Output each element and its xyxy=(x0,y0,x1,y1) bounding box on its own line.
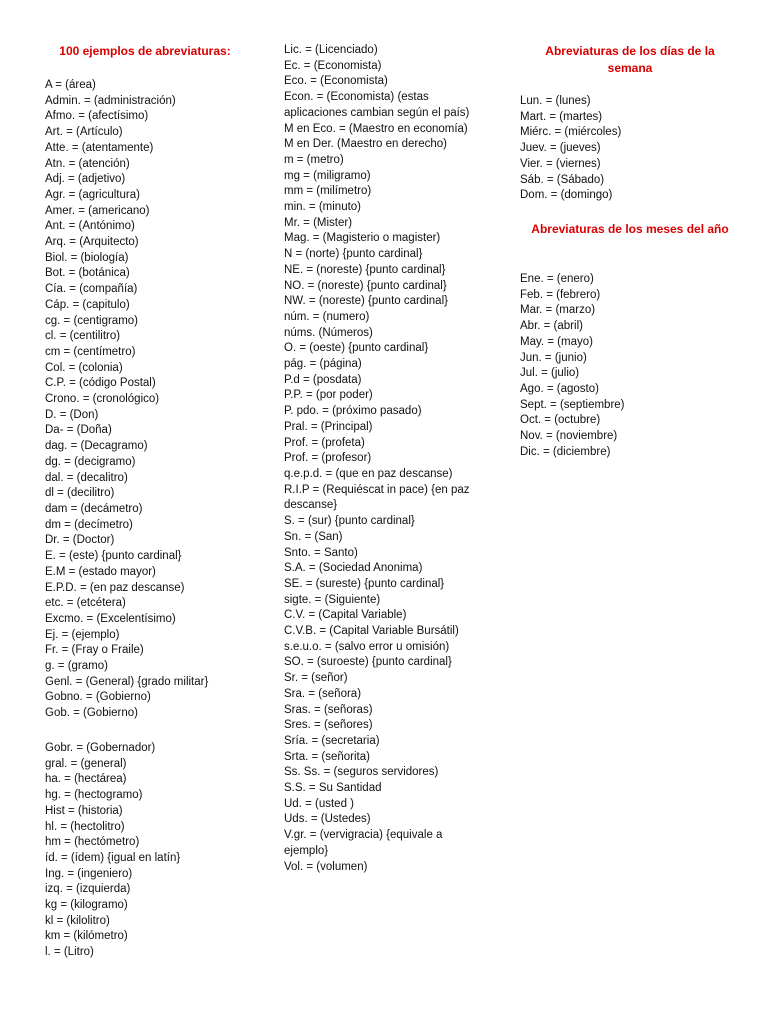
abbreviation-item: M en Eco. = (Maestro en economía) xyxy=(284,122,468,135)
months-abbreviation-list xyxy=(520,272,740,460)
abbreviation-item: P.d = (posdata) xyxy=(284,373,362,386)
abbreviation-item: q.e.p.d. = (que en paz descanse) xyxy=(284,467,453,480)
abbreviation-item: Srta. = (señorita) xyxy=(284,750,370,763)
abbreviation-item: O. = (oeste) {punto cardinal} xyxy=(284,342,429,355)
abbreviation-item: sigte. = (Siguiente) xyxy=(284,593,381,606)
abbreviation-item: Feb. = (febrero) xyxy=(520,288,601,301)
abbreviation-item: SO. = (suroeste) {punto cardinal} xyxy=(284,656,452,669)
abbreviation-item: Lic. = (Licenciado) xyxy=(284,44,378,56)
abbreviation-item: P.P. = (por poder) xyxy=(284,389,373,402)
abbreviation-item: Sr. = (señor) xyxy=(284,672,348,685)
abbreviation-item: g. = (gramo) xyxy=(45,660,108,673)
abbreviation-item: kl = (kilolitro) xyxy=(45,914,110,927)
abbreviation-list-gobr-to-l xyxy=(45,741,260,961)
abbreviation-item: Ing. = (ingeniero) xyxy=(45,867,133,880)
abbreviation-item: Vol. = (volumen) xyxy=(284,860,368,873)
abbreviation-item: dag. = (Decagramo) xyxy=(45,440,148,453)
abbreviation-item: R.I.P = (Requiéscat in pace) {en paz descanse} xyxy=(284,483,470,512)
abbreviation-item: pág. = (página) xyxy=(284,358,362,371)
abbreviation-item: P. pdo. = (próximo pasado) xyxy=(284,405,422,418)
abbreviation-item: Sras. = (señoras) xyxy=(284,703,373,716)
abbreviation-item: Oct. = (octubre) xyxy=(520,414,601,427)
abbreviation-item: Econ. = (Economista) (estas aplicaciones cambian según el país) xyxy=(284,91,470,119)
abbreviation-item: Dom. = (domingo) xyxy=(520,189,613,202)
abbreviation-item: Arq. = (Arquitecto) xyxy=(45,236,139,249)
abbreviation-item: gral. = (general) xyxy=(45,757,127,770)
abbreviation-item: Mart. = (martes) xyxy=(520,110,603,123)
abbreviation-list-lic-to-vol xyxy=(284,43,484,875)
abbreviation-item: M en Der. (Maestro en derecho) xyxy=(284,138,447,151)
abbreviation-item: Ago. = (agosto) xyxy=(520,382,599,395)
abbreviation-item: Abr. = (abril) xyxy=(520,320,583,333)
abbreviation-item: Ss. Ss. = (seguros servidores) xyxy=(284,766,439,779)
abbreviation-item: Ant. = (Antónimo) xyxy=(45,220,135,233)
abbreviation-item: Sra. = (señora) xyxy=(284,687,362,700)
abbreviation-item: Nov. = (noviembre) xyxy=(520,430,618,443)
days-abbreviation-list xyxy=(520,94,740,204)
abbreviation-item: Sept. = (septiembre) xyxy=(520,398,625,411)
abbreviation-list-a-to-gob xyxy=(45,78,260,722)
abbreviation-item: s.e.u.o. = (salvo error u omisión) xyxy=(284,640,450,653)
abbreviation-item: Fr. = (Fray o Fraile) xyxy=(45,644,144,657)
abbreviation-item: Sáb. = (Sábado) xyxy=(520,173,605,186)
abbreviation-item: cg. = (centigramo) xyxy=(45,314,138,327)
abbreviation-item: Crono. = (cronológico) xyxy=(45,393,160,406)
abbreviation-item: etc. = (etcétera) xyxy=(45,597,126,610)
abbreviation-item: Biol. = (biología) xyxy=(45,251,129,264)
abbreviation-item: C.V.B. = (Capital Variable Bursátil) xyxy=(284,625,459,638)
abbreviation-item: min. = (minuto) xyxy=(284,201,362,214)
abbreviation-item: Gobr. = (Gobernador) xyxy=(45,742,156,754)
abbreviation-item: izq. = (izquierda) xyxy=(45,883,131,896)
abbreviation-item: S. = (sur) {punto cardinal} xyxy=(284,515,415,528)
abbreviation-item: hg. = (hectogramo) xyxy=(45,789,143,802)
abbreviation-item: hl. = (hectolitro) xyxy=(45,820,125,833)
abbreviation-item: A = (área) xyxy=(45,79,96,91)
abbreviation-item: V.gr. = (vervigracia) {equivale a ejemplo} xyxy=(284,829,443,857)
abbreviation-item: dl = (decilitro) xyxy=(45,487,115,500)
abbreviation-item: E.P.D. = (en paz descanse) xyxy=(45,581,185,594)
abbreviation-item: Genl. = (General) {grado militar} xyxy=(45,675,209,688)
abbreviation-item: Dic. = (diciembre) xyxy=(520,445,611,458)
abbreviation-item: Prof. = (profeta) xyxy=(284,436,365,449)
abbreviation-item: Mar. = (marzo) xyxy=(520,304,596,317)
abbreviation-item: l. = (Litro) xyxy=(45,946,94,959)
abbreviation-item: Excmo. = (Excelentísimo) xyxy=(45,612,176,625)
abbreviation-item: Ej. = (ejemplo) xyxy=(45,628,120,641)
abbreviation-item: C.V. = (Capital Variable) xyxy=(284,609,407,622)
section-title-days: Abreviaturas de los días de la semana xyxy=(545,44,715,75)
abbreviation-item: NE. = (noreste) {punto cardinal} xyxy=(284,263,446,276)
abbreviation-item: Miérc. = (miércoles) xyxy=(520,126,622,139)
abbreviation-item: Bot. = (botánica) xyxy=(45,267,130,280)
abbreviation-item: Cía. = (compañía) xyxy=(45,283,138,296)
abbreviation-item: Amer. = (americano) xyxy=(45,204,150,217)
abbreviation-item: núms. (Números) xyxy=(284,326,373,339)
abbreviation-item: Vier. = (viernes) xyxy=(520,157,601,170)
abbreviation-item: dm = (decímetro) xyxy=(45,518,133,531)
abbreviation-item: Da- = (Doña) xyxy=(45,424,112,437)
abbreviation-item: Prof. = (profesor) xyxy=(284,452,372,465)
abbreviation-item: Ene. = (enero) xyxy=(520,273,594,285)
abbreviation-item: Jul. = (julio) xyxy=(520,367,580,380)
abbreviation-item: hm = (hectómetro) xyxy=(45,836,140,849)
abbreviation-item: E.M = (estado mayor) xyxy=(45,565,156,578)
abbreviation-item: E. = (este) {punto cardinal} xyxy=(45,550,182,563)
abbreviation-item: Atte. = (atentamente) xyxy=(45,141,154,154)
abbreviation-item: Sres. = (señores) xyxy=(284,719,373,732)
abbreviation-item: Uds. = (Ustedes) xyxy=(284,813,371,826)
abbreviation-item: NO. = (noreste) {punto cardinal} xyxy=(284,279,447,292)
abbreviation-item: dal. = (decalitro) xyxy=(45,471,128,484)
abbreviation-item: íd. = (ídem) {igual en latín} xyxy=(45,851,181,864)
section-title-100-examples: 100 ejemplos de abreviaturas: xyxy=(59,44,231,58)
abbreviation-item: Gob. = (Gobierno) xyxy=(45,707,139,720)
abbreviation-item: C.P. = (código Postal) xyxy=(45,377,156,390)
abbreviation-item: N = (norte) {punto cardinal} xyxy=(284,248,423,261)
abbreviation-item: cm = (centímetro) xyxy=(45,345,136,358)
abbreviation-item: Lun. = (lunes) xyxy=(520,95,591,107)
abbreviation-item: Cáp. = (capitulo) xyxy=(45,298,130,311)
abbreviation-item: cl. = (centilitro) xyxy=(45,330,121,343)
abbreviation-item: Jun. = (junio) xyxy=(520,351,587,364)
abbreviation-item: May. = (mayo) xyxy=(520,335,593,348)
abbreviation-item: Agr. = (agricultura) xyxy=(45,188,140,201)
abbreviation-item: Gobno. = (Gobierno) xyxy=(45,691,151,704)
abbreviation-item: Pral. = (Principal) xyxy=(284,420,373,433)
section-title-months: Abreviaturas de los meses del año xyxy=(531,222,729,236)
abbreviation-item: Col. = (colonia) xyxy=(45,361,123,374)
abbreviation-item: SE. = (sureste) {punto cardinal} xyxy=(284,577,445,590)
abbreviation-item: S.A. = (Sociedad Anonima) xyxy=(284,562,423,575)
abbreviation-item: Sn. = (San) xyxy=(284,530,343,543)
abbreviation-item: mg = (miligramo) xyxy=(284,169,371,182)
abbreviation-item: ha. = (hectárea) xyxy=(45,773,127,786)
abbreviation-item: NW. = (noreste) {punto cardinal} xyxy=(284,295,448,308)
abbreviation-item: Adj. = (adjetivo) xyxy=(45,173,126,186)
abbreviation-item: Dr. = (Doctor) xyxy=(45,534,115,547)
abbreviation-item: Mr. = (Mister) xyxy=(284,216,353,229)
abbreviation-item: Juev. = (jueves) xyxy=(520,142,601,155)
abbreviation-item: núm. = (numero) xyxy=(284,310,370,323)
abbreviation-item: kg = (kilogramo) xyxy=(45,899,128,912)
abbreviation-item: Mag. = (Magisterio o magister) xyxy=(284,232,441,245)
abbreviation-item: Snto. = Santo) xyxy=(284,546,358,559)
abbreviation-item: Ud. = (usted ) xyxy=(284,797,354,810)
abbreviation-item: D. = (Don) xyxy=(45,408,99,421)
abbreviation-item: m = (metro) xyxy=(284,153,344,166)
abbreviation-item: Afmo. = (afectísimo) xyxy=(45,110,149,123)
abbreviation-item: Eco. = (Economista) xyxy=(284,75,388,88)
abbreviation-item: dam = (decámetro) xyxy=(45,502,143,515)
abbreviation-item: mm = (milímetro) xyxy=(284,185,372,198)
abbreviation-item: dg. = (decigramo) xyxy=(45,455,136,468)
abbreviation-item: Hist = (historia) xyxy=(45,804,123,817)
abbreviation-item: S.S. = Su Santidad xyxy=(284,782,382,795)
abbreviation-item: km = (kilómetro) xyxy=(45,930,128,943)
abbreviation-item: Sría. = (secretaria) xyxy=(284,734,380,747)
abbreviation-item: Ec. = (Economista) xyxy=(284,59,382,72)
abbreviation-item: Atn. = (atención) xyxy=(45,157,130,170)
abbreviation-item: Art. = (Artículo) xyxy=(45,126,123,139)
abbreviation-item: Admin. = (administración) xyxy=(45,94,176,107)
